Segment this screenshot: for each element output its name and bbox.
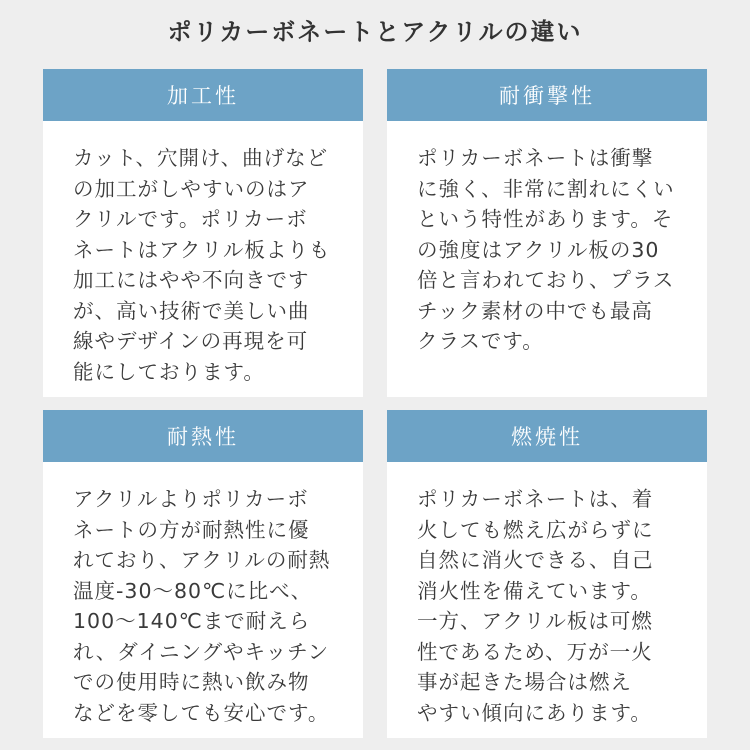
page-title: ポリカーボネートとアクリルの違い <box>167 17 583 46</box>
card-text-line: 能にしております。 <box>73 359 265 384</box>
card-text-line: 事が起きた場合は燃え <box>417 670 632 694</box>
card-text-line: れており、アクリルの耐熱 <box>73 548 331 572</box>
card-body <box>43 462 363 728</box>
card-text-line: 線やデザインの再現を可 <box>73 329 309 353</box>
card-text-line: 消火性を備えています。 <box>417 578 652 603</box>
card-text-line: に強く、非常に割れにくい <box>417 176 675 201</box>
card-text-line: 一方、アクリル板は可燃 <box>417 609 653 633</box>
card-text-line: 火しても燃え広がらずに <box>417 517 654 542</box>
card-text-line: の加工がしやすいのはア <box>73 176 310 201</box>
card-heading: 耐熱性 <box>43 410 363 462</box>
card-text-line: 加工にはやや不向きです <box>73 268 310 292</box>
card-impact-resistance <box>387 69 707 397</box>
card-text-line: での使用時に熱い飲み物 <box>73 670 310 694</box>
card-text-line: などを零しても安心です。 <box>73 700 330 725</box>
card-text-line: ネートの方が耐熱性に優 <box>73 517 310 542</box>
card-heat-resistance <box>43 410 363 738</box>
card-text-line: れ、ダイニングやキッチン <box>73 639 330 664</box>
card-text-line: ネートはアクリル板よりも <box>73 237 331 262</box>
card-body <box>43 121 363 387</box>
card-body <box>387 121 707 357</box>
card-text-line: 自然に消火できる、自己 <box>417 548 654 572</box>
card-text-line: ポリカーボネートは、着 <box>417 487 654 511</box>
card-heading: 耐衝撃性 <box>387 69 707 121</box>
card-text-line: という特性があります。そ <box>417 207 674 231</box>
card-text-line: 100～140℃まで耐えら <box>73 609 311 633</box>
card-text-line: クラスです。 <box>417 329 544 353</box>
card-text-line: ポリカーボネートは衝撃 <box>417 146 654 170</box>
card-text-line: カット、穴開け、曲げなど <box>73 146 329 170</box>
card-body <box>387 462 707 728</box>
card-heading: 加工性 <box>43 69 363 121</box>
card-text-line: の強度はアクリル板の30 <box>417 237 660 262</box>
card-text-line: が、高い技術で美しい曲 <box>73 298 310 323</box>
card-text-line: チック素材の中でも最高 <box>417 298 653 323</box>
card-processability <box>43 69 363 397</box>
card-heading: 燃焼性 <box>387 410 707 462</box>
card-text-line: 温度-30～80℃に比べ、 <box>73 578 313 603</box>
card-text-line: クリルです。ポリカーボ <box>73 207 308 231</box>
card-text-line: アクリルよりポリカーボ <box>73 487 309 511</box>
card-text-line: やすい傾向にあります。 <box>417 700 652 725</box>
card-text-line: 倍と言われており、プラス <box>417 268 675 292</box>
card-flammability <box>387 410 707 738</box>
card-text-line: 性であるため、万が一火 <box>417 639 653 664</box>
